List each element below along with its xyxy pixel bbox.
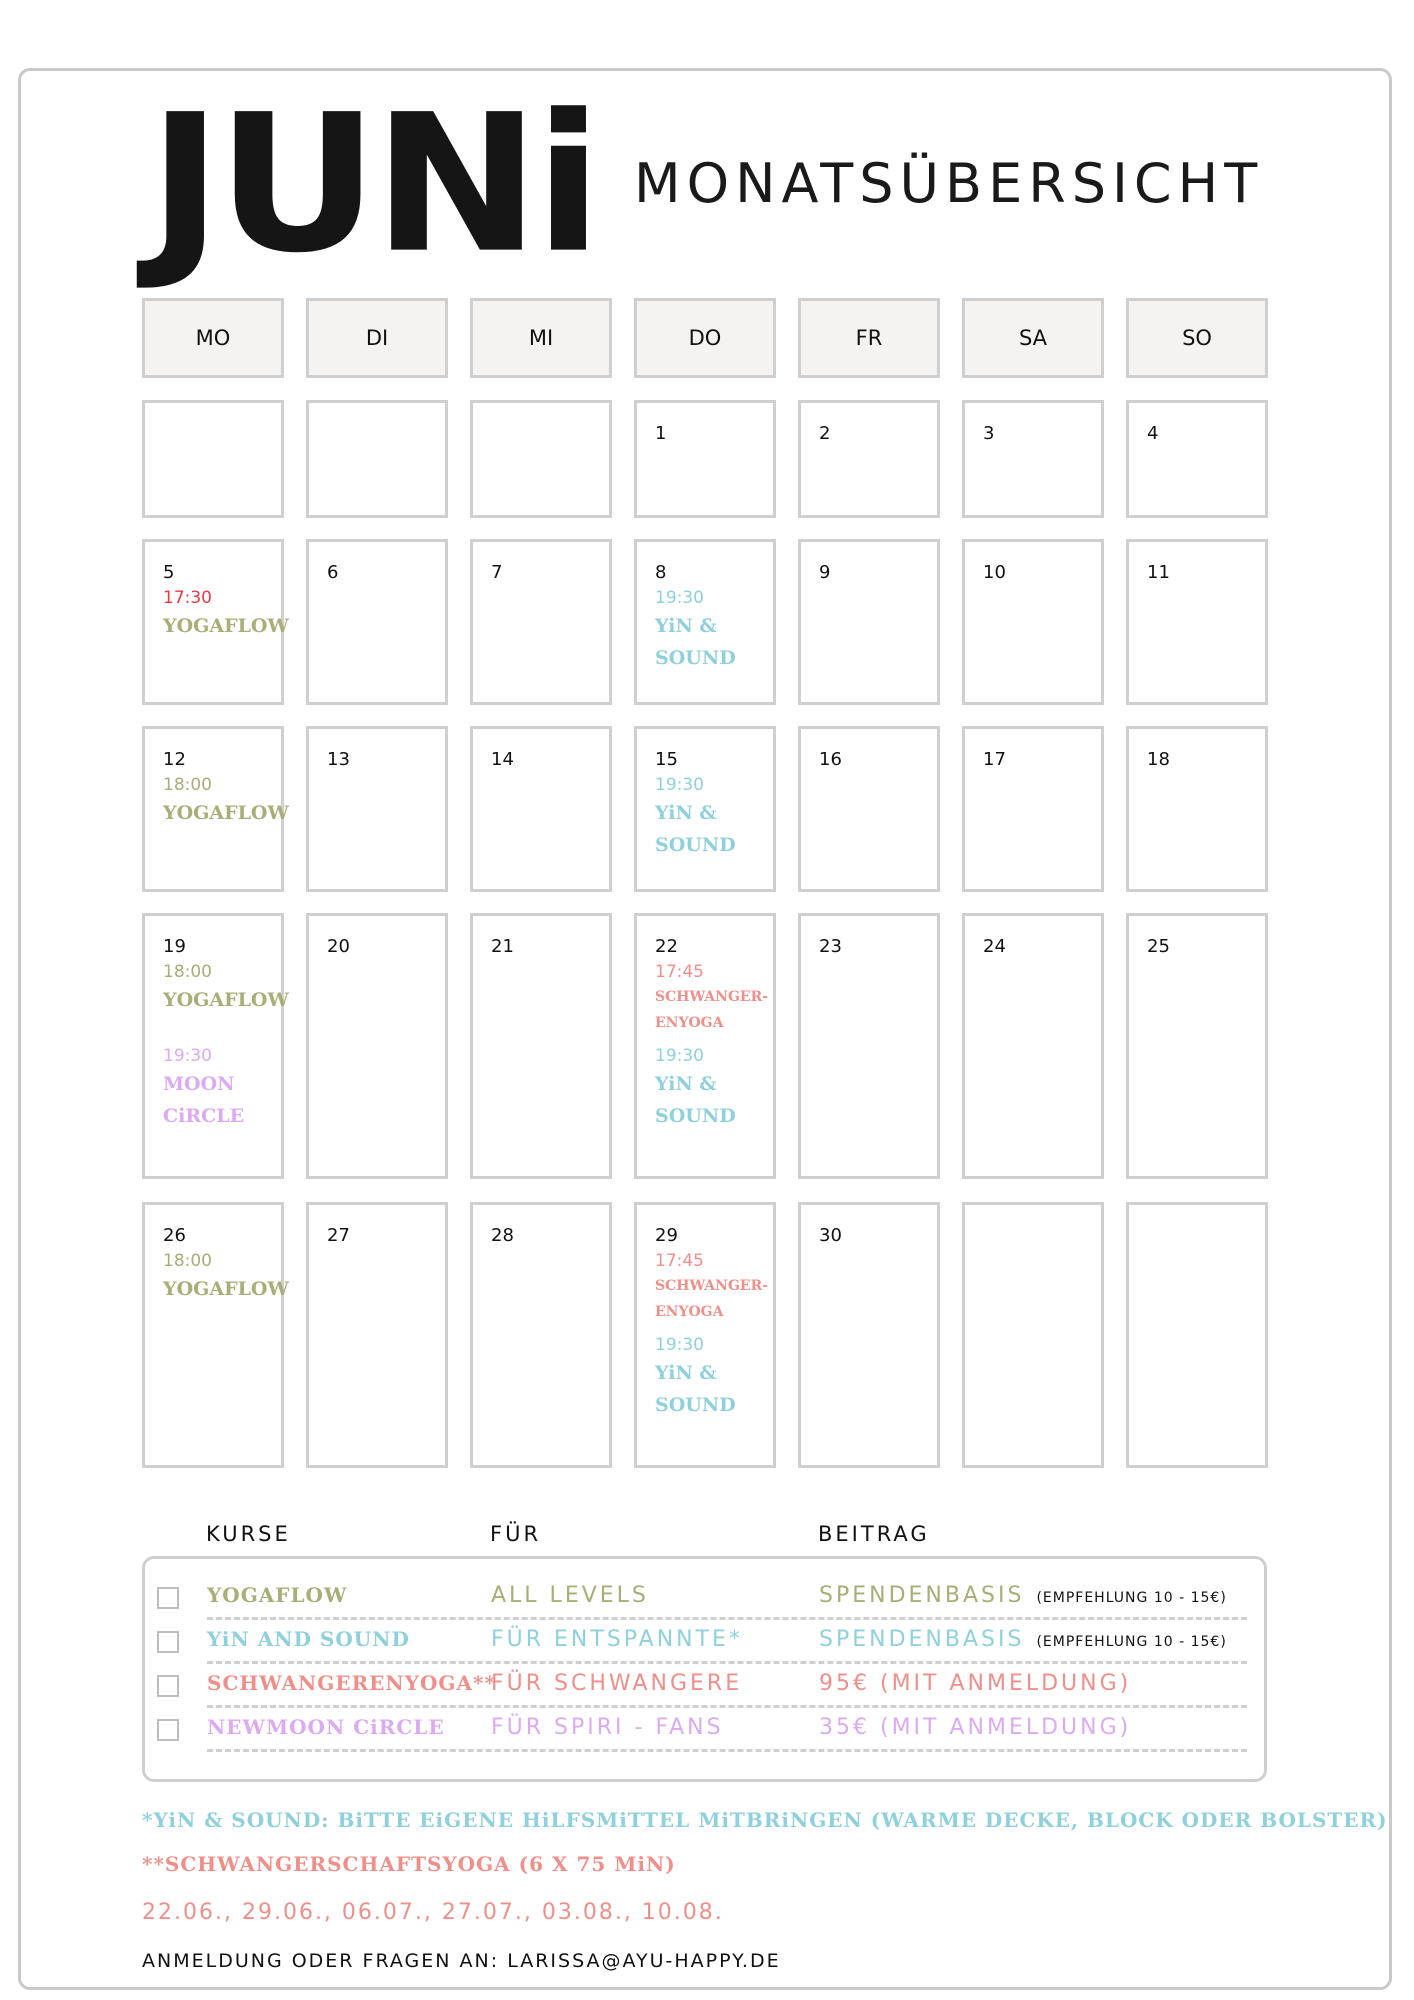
legend-audience: FÜR ENTSPANNTE* [491, 1627, 743, 1652]
calendar-day-5 [142, 539, 289, 705]
day-number: 26 [163, 1225, 186, 1246]
calendar-day-empty [306, 400, 448, 518]
legend-price-text: 95€ (MIT ANMELDUNG) [819, 1671, 1132, 1696]
event-time: 17:45 [655, 1251, 704, 1271]
day-number: 16 [819, 749, 842, 770]
day-number: 17 [983, 749, 1006, 770]
calendar-event [655, 1249, 775, 1325]
event-time: 18:00 [163, 775, 212, 795]
calendar-day-29 [634, 1202, 776, 1468]
legend-divider [207, 1749, 1247, 1752]
calendar-day-26 [142, 1202, 289, 1468]
day-number: 11 [1147, 562, 1170, 583]
day-number: 14 [491, 749, 514, 770]
weekday-mo: MO [142, 298, 284, 378]
weekday-fr: FR [798, 298, 940, 378]
event-time: 18:00 [163, 1251, 212, 1271]
course-checkbox[interactable] [157, 1631, 179, 1653]
calendar-day-28 [470, 1202, 612, 1468]
day-number: 24 [983, 936, 1006, 957]
event-name: YiN & SOUND [655, 802, 736, 856]
event-name: SCHWANGER-ENYOGA [655, 989, 769, 1031]
day-number: 30 [819, 1225, 842, 1246]
legend-price [819, 1627, 1227, 1652]
calendar-day-13 [306, 726, 448, 892]
legend-header-kurse: KURSE [206, 1522, 291, 1546]
calendar-day-30 [798, 1202, 940, 1468]
legend-price-text: SPENDENBASIS [819, 1627, 1025, 1652]
day-number: 8 [655, 562, 667, 583]
legend-divider [207, 1705, 1247, 1708]
page-title: JUNi [148, 73, 597, 296]
legend-price [819, 1671, 1131, 1696]
day-number: 23 [819, 936, 842, 957]
legend-audience: ALL LEVELS [491, 1583, 649, 1608]
calendar-day-16 [798, 726, 940, 892]
calendar-day-18 [1126, 726, 1268, 892]
calendar-day-27 [306, 1202, 448, 1468]
day-number: 13 [327, 749, 350, 770]
calendar-event [163, 960, 289, 1016]
calendar-day-empty [142, 400, 284, 518]
day-number: 7 [491, 562, 503, 583]
event-name: YOGAFLOW [163, 1278, 289, 1300]
day-number: 1 [655, 423, 667, 444]
calendar-day-6 [306, 539, 448, 705]
legend-table [142, 1556, 1267, 1782]
event-name: YOGAFLOW [163, 615, 289, 637]
legend-row [145, 1625, 1270, 1665]
weekday-so: SO [1126, 298, 1268, 378]
calendar-day-24 [962, 913, 1104, 1179]
event-name: YOGAFLOW [163, 802, 289, 824]
legend-header-beitrag: BEITRAG [818, 1522, 930, 1546]
calendar-day-7 [470, 539, 612, 705]
event-time: 19:30 [655, 775, 704, 795]
event-name: SCHWANGER-ENYOGA [655, 1278, 769, 1320]
legend-price-note: (EMPFEHLUNG 10 - 15€) [1036, 1634, 1227, 1650]
day-number: 20 [327, 936, 350, 957]
event-time: 19:30 [655, 1335, 704, 1355]
course-checkbox[interactable] [157, 1675, 179, 1697]
day-number: 6 [327, 562, 339, 583]
event-time: 17:45 [655, 962, 704, 982]
calendar-event [163, 773, 289, 829]
day-number: 15 [655, 749, 678, 770]
event-name: YiN & SOUND [655, 1073, 736, 1127]
footnote-yin-sound: *YiN & SOUND: BiTTE EiGENE HiLFSMiTTEL MiTBRiNGEN (WARME DECKE, BLOCK ODER BOLSTER) [142, 1808, 1388, 1832]
calendar-day-14 [470, 726, 612, 892]
day-number: 19 [163, 936, 186, 957]
calendar-event [163, 586, 289, 642]
legend-price [819, 1583, 1227, 1608]
course-checkbox[interactable] [157, 1587, 179, 1609]
calendar-day-empty [470, 400, 612, 518]
calendar-day-11 [1126, 539, 1268, 705]
calendar-day-3 [962, 400, 1104, 518]
legend-price [819, 1715, 1131, 1740]
legend-course-name: YiN AND SOUND [207, 1627, 410, 1651]
legend-row [145, 1581, 1270, 1621]
day-number: 3 [983, 423, 995, 444]
day-number: 4 [1147, 423, 1159, 444]
course-dates: 22.06., 29.06., 06.07., 27.07., 03.08., 10.08. [142, 1900, 724, 1925]
calendar-event [163, 1249, 289, 1305]
legend-price-text: 35€ (MIT ANMELDUNG) [819, 1715, 1132, 1740]
event-name: YiN & SOUND [655, 615, 736, 669]
calendar-event [655, 1333, 775, 1421]
legend-course-name: YOGAFLOW [207, 1583, 348, 1607]
legend-course-name: SCHWANGERENYOGA** [207, 1671, 496, 1695]
calendar-day-8 [634, 539, 776, 705]
day-number: 21 [491, 936, 514, 957]
calendar-day-25 [1126, 913, 1268, 1179]
calendar-day-19 [142, 913, 289, 1179]
day-number: 22 [655, 936, 678, 957]
event-time: 19:30 [655, 588, 704, 608]
course-checkbox[interactable] [157, 1719, 179, 1741]
legend-row [145, 1713, 1270, 1753]
calendar-day-empty [962, 1202, 1104, 1468]
weekday-di: DI [306, 298, 448, 378]
calendar-event [655, 586, 775, 674]
calendar-day-15 [634, 726, 776, 892]
legend-price-text: SPENDENBASIS [819, 1583, 1025, 1608]
calendar-event [163, 1044, 283, 1132]
weekday-sa: SA [962, 298, 1104, 378]
calendar-event [655, 960, 775, 1036]
calendar-event [655, 773, 775, 861]
event-time: 19:30 [655, 1046, 704, 1066]
calendar-day-9 [798, 539, 940, 705]
day-number: 2 [819, 423, 831, 444]
calendar-day-23 [798, 913, 940, 1179]
day-number: 9 [819, 562, 831, 583]
calendar-day-12 [142, 726, 289, 892]
calendar-day-17 [962, 726, 1104, 892]
legend-row [145, 1669, 1270, 1709]
day-number: 28 [491, 1225, 514, 1246]
weekday-do: DO [634, 298, 776, 378]
legend-header-fur: FÜR [490, 1522, 542, 1546]
event-time: 18:00 [163, 962, 212, 982]
weekday-mi: MI [470, 298, 612, 378]
day-number: 18 [1147, 749, 1170, 770]
legend-audience: FÜR SPIRI - FANS [491, 1715, 724, 1740]
legend-price-note: (EMPFEHLUNG 10 - 15€) [1036, 1590, 1227, 1606]
day-number: 12 [163, 749, 186, 770]
calendar-day-1 [634, 400, 776, 518]
calendar-event [655, 1044, 775, 1132]
calendar-day-22 [634, 913, 776, 1179]
event-name: YOGAFLOW [163, 989, 289, 1011]
day-number: 27 [327, 1225, 350, 1246]
legend-divider [207, 1661, 1247, 1664]
legend-audience: FÜR SCHWANGERE [491, 1671, 743, 1696]
calendar-day-21 [470, 913, 612, 1179]
calendar-day-4 [1126, 400, 1268, 518]
page-subtitle: MONATSÜBERSICHT [634, 152, 1264, 215]
event-name: YiN & SOUND [655, 1362, 736, 1416]
footnote-schwangerschaftsyoga: **SCHWANGERSCHAFTSYOGA (6 X 75 MiN) [142, 1852, 676, 1876]
legend-divider [207, 1617, 1247, 1620]
event-time: 19:30 [163, 1046, 212, 1066]
legend-course-name: NEWMOON CiRCLE [207, 1715, 445, 1739]
calendar-day-20 [306, 913, 448, 1179]
calendar-day-2 [798, 400, 940, 518]
day-number: 10 [983, 562, 1006, 583]
calendar-day-10 [962, 539, 1104, 705]
event-time: 17:30 [163, 588, 212, 608]
event-name: MOON CiRCLE [163, 1073, 245, 1127]
day-number: 5 [163, 562, 175, 583]
calendar-day-empty [1126, 1202, 1268, 1468]
day-number: 25 [1147, 936, 1170, 957]
day-number: 29 [655, 1225, 678, 1246]
contact-line: ANMELDUNG ODER FRAGEN AN: LARISSA@AYU-HAPPY.DE [142, 1950, 781, 1972]
